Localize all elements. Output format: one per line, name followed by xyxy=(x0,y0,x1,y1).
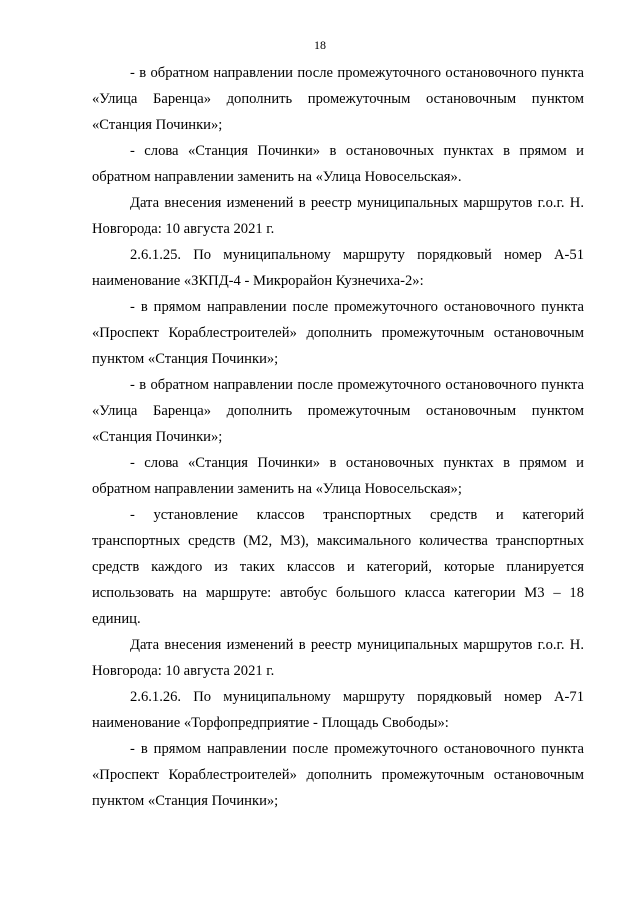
paragraph: - в прямом направлении после промежуточного остановочного пункта «Проспект Кораблестроителей» дополнить промежуточным остановочным пунктом «Станция Починки»; xyxy=(92,741,584,809)
paragraph: 2.6.1.25. По муниципальному маршруту порядковый номер А-51 наименование «ЗКПД-4 - Микрорайон Кузнечиха-2»: xyxy=(92,247,584,289)
paragraph: - слова «Станция Починки» в остановочных пунктах в прямом и обратном направлении заменить на «Улица Новосельская». xyxy=(92,143,584,185)
document-body xyxy=(92,60,584,814)
page-number: 18 xyxy=(314,38,326,52)
paragraph: - в обратном направлении после промежуточного остановочного пункта «Улица Баренца» дополнить промежуточным остановочным пунктом «Станция Починки»; xyxy=(92,377,584,445)
paragraph: - в прямом направлении после промежуточного остановочного пункта «Проспект Кораблестроителей» дополнить промежуточным остановочным пунктом «Станция Починки»; xyxy=(92,299,584,367)
paragraph: Дата внесения изменений в реестр муниципальных маршрутов г.о.г. Н. Новгорода: 10 августа 2021 г. xyxy=(92,195,584,237)
paragraph: 2.6.1.26. По муниципальному маршруту порядковый номер А-71 наименование «Торфопредприятие - Площадь Свободы»: xyxy=(92,689,584,731)
paragraph: Дата внесения изменений в реестр муниципальных маршрутов г.о.г. Н. Новгорода: 10 августа 2021 г. xyxy=(92,637,584,679)
paragraph: - установление классов транспортных средств и категорий транспортных средств (М2, М3), максимального количества транспортных средств каждого из таких классов и категорий, которые планируется использовать на маршруте: автобус большого класса категории М3 – 18 единиц. xyxy=(92,507,584,627)
paragraph: - в обратном направлении после промежуточного остановочного пункта «Улица Баренца» дополнить промежуточным остановочным пунктом «Станция Починки»; xyxy=(92,65,584,133)
paragraph: - слова «Станция Починки» в остановочных пунктах в прямом и обратном направлении заменить на «Улица Новосельская»; xyxy=(92,455,584,497)
